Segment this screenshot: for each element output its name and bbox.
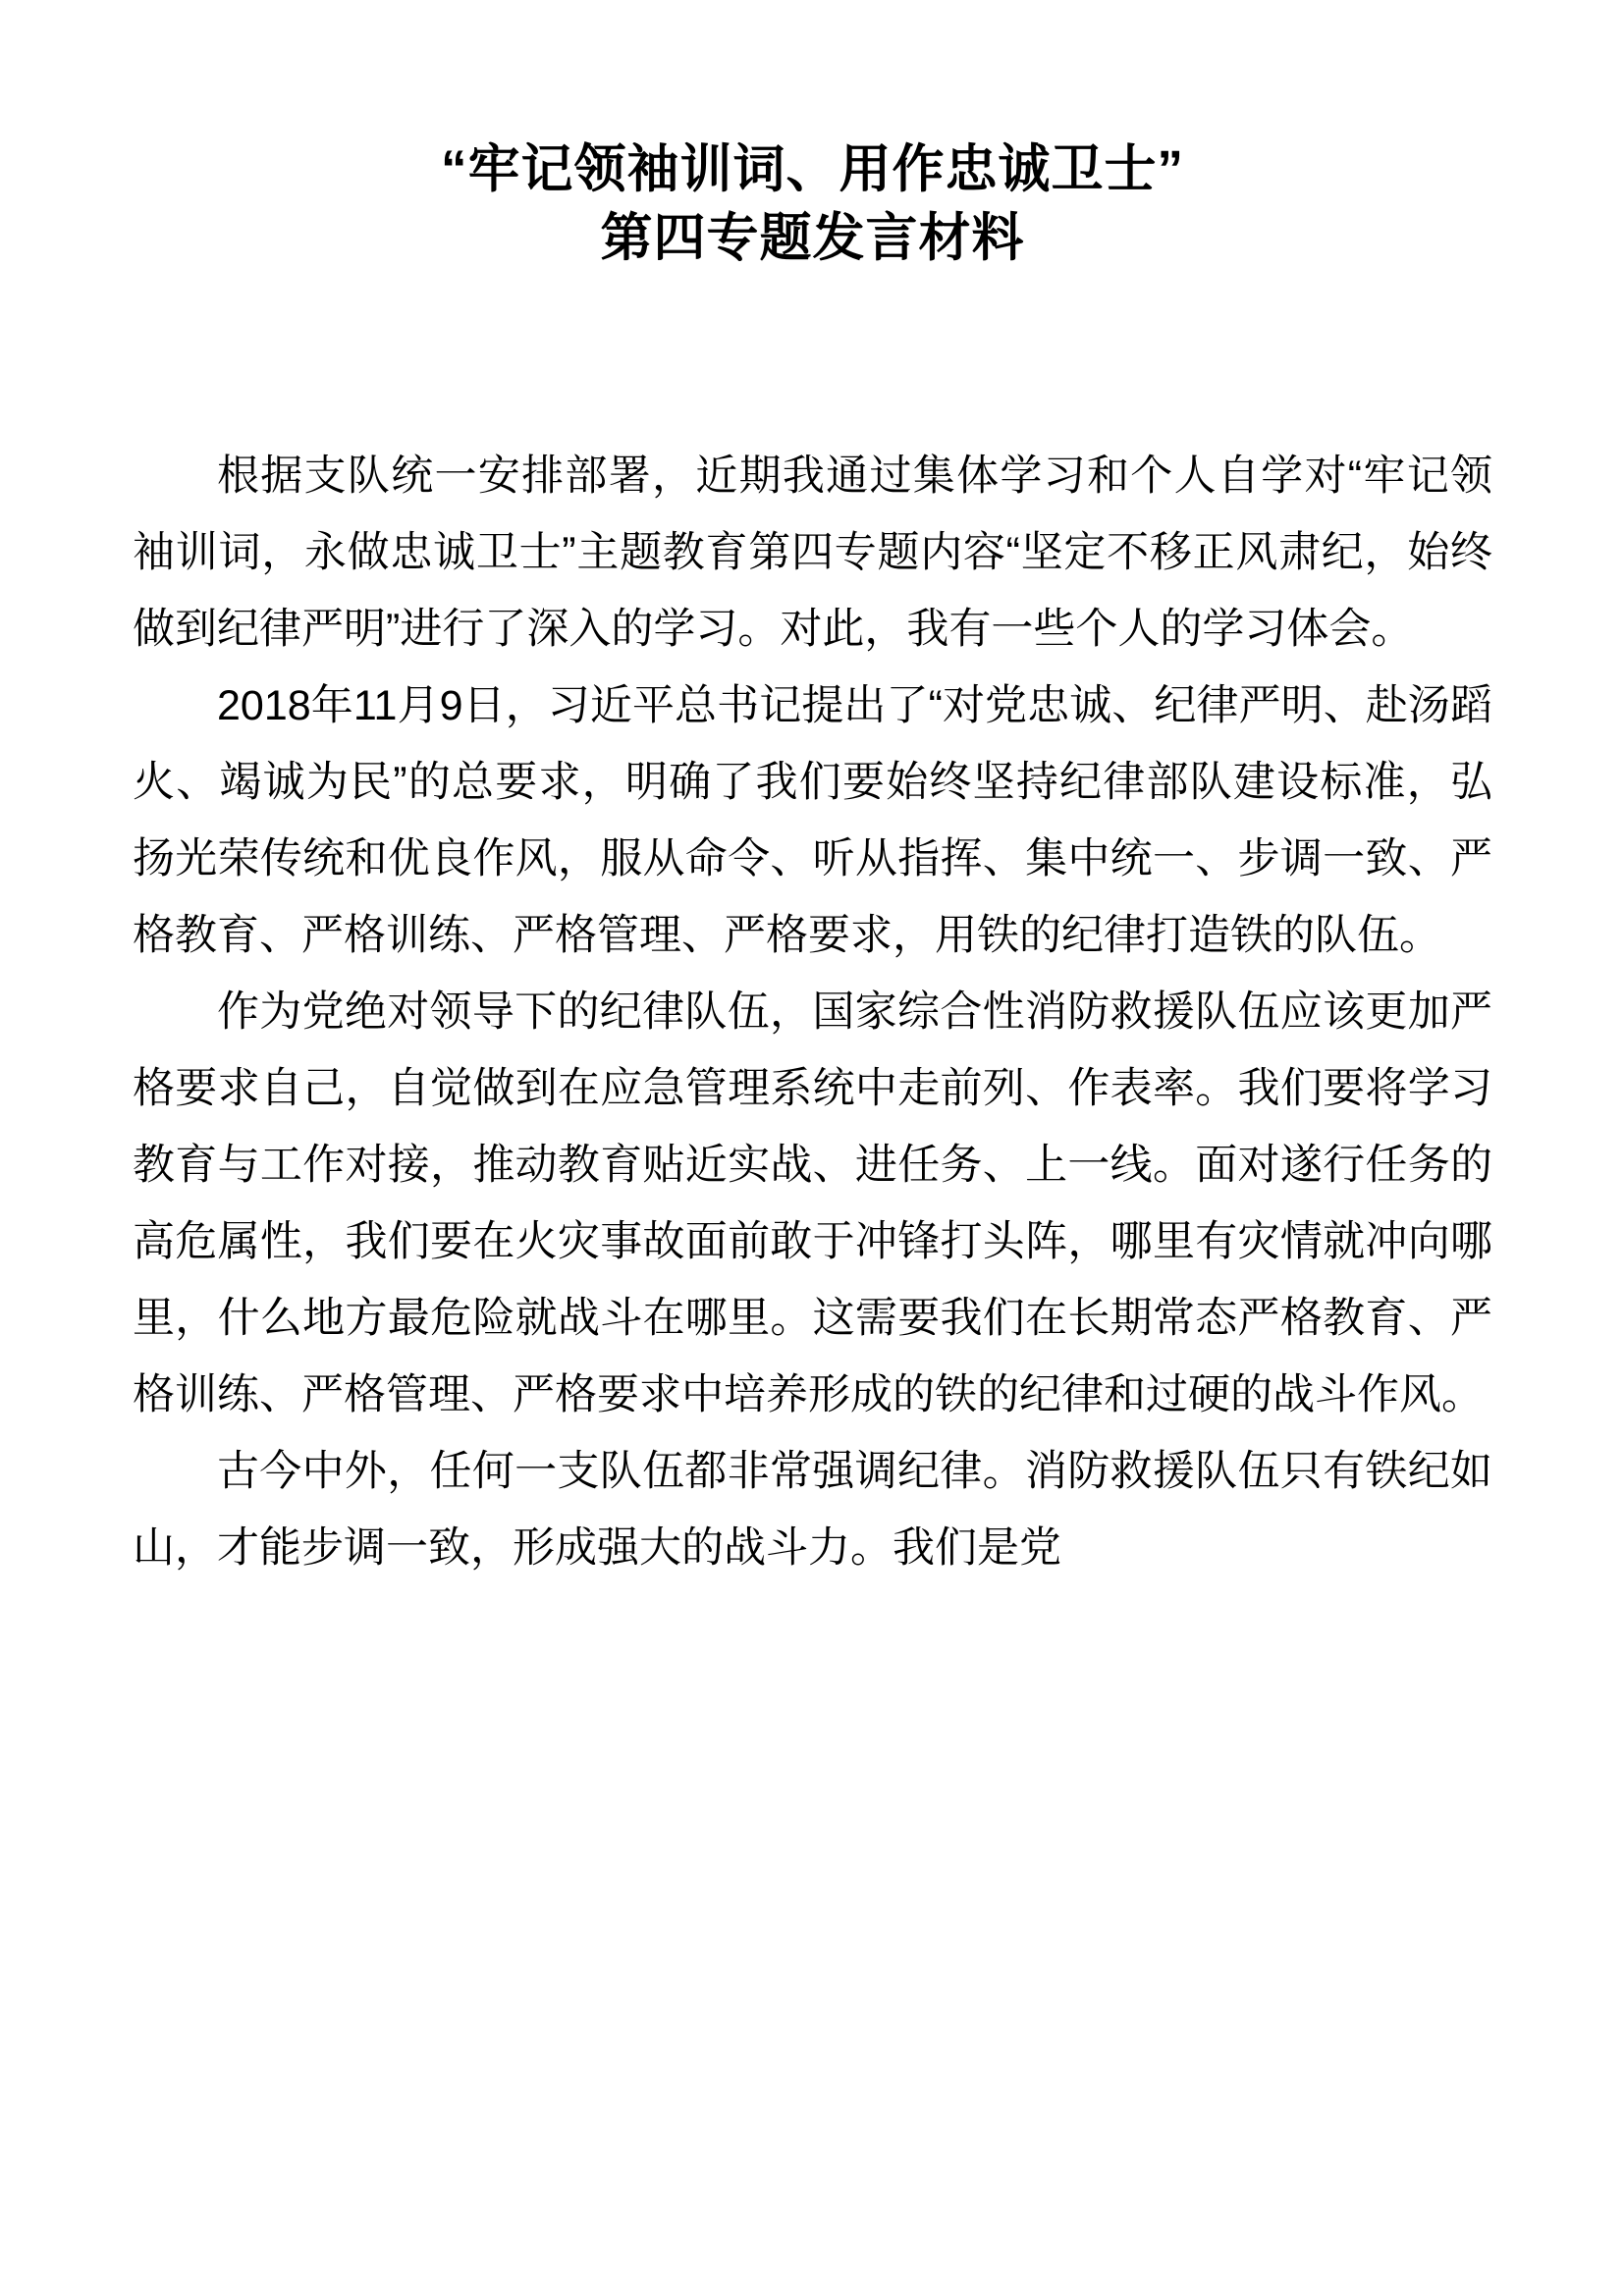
body-paragraph-4: 古今中外，任何一支队伍都非常强调纪律。消防救援队伍只有铁纪如山，才能步调一致，形成强大的战斗力。我们是党 [133,1448,1492,1572]
page-title [133,135,1492,273]
body-paragraph-3: 作为党绝对领导下的纪律队伍，国家综合性消防救援队伍应该更加严格要求自己，自觉做到在应急管理系统中走前列、作表率。我们要将学习教育与工作对接，推动教育贴近实战、进任务、上一线。面对遂行任务的高危属性，我们要在火灾事故面前敢于冲锋打头阵，哪里有灾情就冲向哪里，什么地方最危险就战斗在哪里。这需要我们在长期常态严格教育、严格训练、严格管理、严格要求中培养形成的铁的纪律和过硬的战斗作风。 [133,988,1492,1418]
body-paragraph-1: 根据支队统一安排部署，近期我通过集体学习和个人自学对“牢记领袖训词，永做忠诚卫士”主题教育第四专题内容“坚定不移正风肃纪，始终做到纪律严明”进行了深入的学习。对此，我有一些个人的学习体会。 [133,453,1492,653]
document-body [133,438,1492,1586]
body-paragraph-2: 2018年11月9日，习近平总书记提出了“对党忠诚、纪律严明、赴汤蹈火、竭诚为民”的总要求，明确了我们要始终坚持纪律部队建设标准，弘扬光荣传统和优良作风，服从命令、听从指挥、集中统一、步调一致、严格教育、严格训练、严格管理、严格要求，用铁的纪律打造铁的队伍。 [133,682,1492,959]
title-line-2: 第四专题发言材料 [600,209,1025,267]
title-line-1: “牢记领袖训词、用作忠诚卫士” [441,140,1184,198]
